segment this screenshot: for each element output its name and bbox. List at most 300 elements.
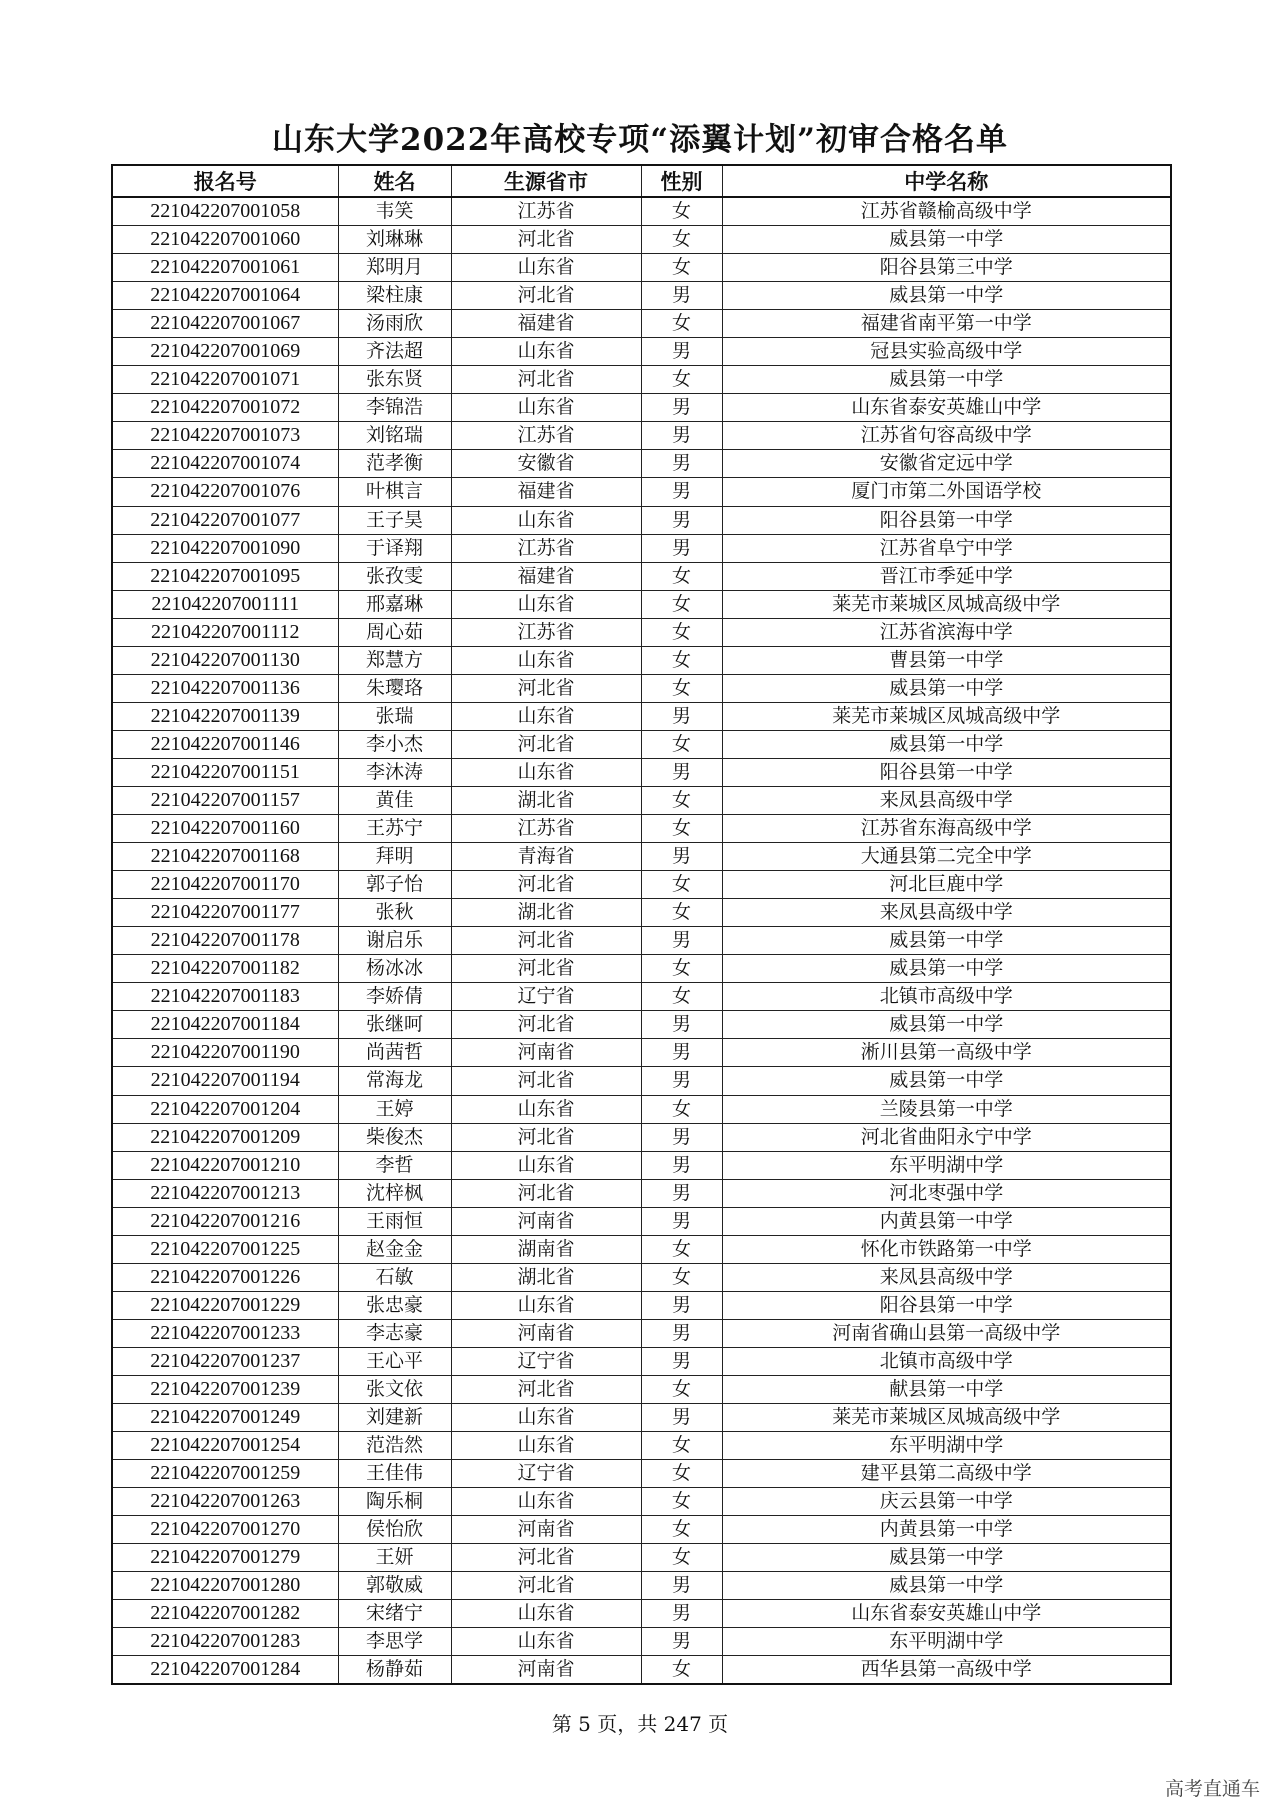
province: 河北省 bbox=[451, 282, 641, 310]
registration-number: 221042207001282 bbox=[112, 1600, 338, 1628]
gender: 女 bbox=[641, 871, 722, 899]
registration-number: 221042207001225 bbox=[112, 1235, 338, 1263]
table-row bbox=[112, 282, 1171, 310]
gender: 男 bbox=[641, 1011, 722, 1039]
gender: 女 bbox=[641, 254, 722, 282]
registration-number: 221042207001076 bbox=[112, 478, 338, 506]
school-name: 怀化市铁路第一中学 bbox=[722, 1235, 1171, 1263]
province: 江苏省 bbox=[451, 815, 641, 843]
gender: 女 bbox=[641, 1432, 722, 1460]
province: 辽宁省 bbox=[451, 1347, 641, 1375]
province: 山东省 bbox=[451, 1151, 641, 1179]
registration-number: 221042207001216 bbox=[112, 1207, 338, 1235]
gender: 男 bbox=[641, 506, 722, 534]
school-name: 江苏省句容高级中学 bbox=[722, 422, 1171, 450]
province: 河北省 bbox=[451, 1544, 641, 1572]
province: 湖北省 bbox=[451, 786, 641, 814]
registration-number: 221042207001058 bbox=[112, 197, 338, 226]
school-name: 威县第一中学 bbox=[722, 955, 1171, 983]
gender: 男 bbox=[641, 1628, 722, 1656]
student-name: 杨静茹 bbox=[338, 1656, 451, 1685]
table-row bbox=[112, 197, 1171, 226]
table-row bbox=[112, 590, 1171, 618]
gender: 女 bbox=[641, 1488, 722, 1516]
gender: 女 bbox=[641, 366, 722, 394]
table-row bbox=[112, 1628, 1171, 1656]
table-row bbox=[112, 1488, 1171, 1516]
registration-number: 221042207001279 bbox=[112, 1544, 338, 1572]
registration-number: 221042207001112 bbox=[112, 618, 338, 646]
student-name: 王雨恒 bbox=[338, 1207, 451, 1235]
student-name: 李娇倩 bbox=[338, 983, 451, 1011]
registration-number: 221042207001168 bbox=[112, 843, 338, 871]
school-name: 北镇市高级中学 bbox=[722, 1347, 1171, 1375]
registration-number: 221042207001177 bbox=[112, 899, 338, 927]
gender: 男 bbox=[641, 1067, 722, 1095]
student-name: 邢嘉琳 bbox=[338, 590, 451, 618]
student-name: 朱璎珞 bbox=[338, 674, 451, 702]
school-name: 威县第一中学 bbox=[722, 1011, 1171, 1039]
gender: 女 bbox=[641, 618, 722, 646]
table-row bbox=[112, 562, 1171, 590]
province: 福建省 bbox=[451, 478, 641, 506]
student-name: 宋绪宁 bbox=[338, 1600, 451, 1628]
registration-number: 221042207001157 bbox=[112, 786, 338, 814]
header-school: 中学名称 bbox=[722, 165, 1171, 197]
table-row bbox=[112, 1067, 1171, 1095]
province: 河北省 bbox=[451, 871, 641, 899]
gender: 男 bbox=[641, 1123, 722, 1151]
table-row bbox=[112, 1207, 1171, 1235]
table-row bbox=[112, 506, 1171, 534]
student-name: 张瑞 bbox=[338, 702, 451, 730]
table-row bbox=[112, 394, 1171, 422]
province: 河北省 bbox=[451, 1067, 641, 1095]
table-row bbox=[112, 366, 1171, 394]
gender: 女 bbox=[641, 1095, 722, 1123]
school-name: 建平县第二高级中学 bbox=[722, 1460, 1171, 1488]
gender: 男 bbox=[641, 1404, 722, 1432]
school-name: 来凤县高级中学 bbox=[722, 786, 1171, 814]
province: 河南省 bbox=[451, 1207, 641, 1235]
province: 山东省 bbox=[451, 1291, 641, 1319]
province: 湖南省 bbox=[451, 1235, 641, 1263]
table-row bbox=[112, 226, 1171, 254]
table-row bbox=[112, 786, 1171, 814]
gender: 女 bbox=[641, 562, 722, 590]
student-name: 张东贤 bbox=[338, 366, 451, 394]
school-name: 山东省泰安英雄山中学 bbox=[722, 394, 1171, 422]
school-name: 河北省曲阳永宁中学 bbox=[722, 1123, 1171, 1151]
school-name: 东平明湖中学 bbox=[722, 1151, 1171, 1179]
student-name: 范浩然 bbox=[338, 1432, 451, 1460]
registration-number: 221042207001072 bbox=[112, 394, 338, 422]
student-name: 刘建新 bbox=[338, 1404, 451, 1432]
table-row bbox=[112, 758, 1171, 786]
school-name: 冠县实验高级中学 bbox=[722, 338, 1171, 366]
gender: 女 bbox=[641, 226, 722, 254]
registration-number: 221042207001146 bbox=[112, 730, 338, 758]
registration-number: 221042207001067 bbox=[112, 310, 338, 338]
province: 辽宁省 bbox=[451, 983, 641, 1011]
province: 山东省 bbox=[451, 702, 641, 730]
gender: 女 bbox=[641, 1375, 722, 1403]
gender: 男 bbox=[641, 702, 722, 730]
province: 河北省 bbox=[451, 1123, 641, 1151]
school-name: 安徽省定远中学 bbox=[722, 450, 1171, 478]
table-row bbox=[112, 1263, 1171, 1291]
student-name: 石敏 bbox=[338, 1263, 451, 1291]
registration-number: 221042207001095 bbox=[112, 562, 338, 590]
student-name: 王佳伟 bbox=[338, 1460, 451, 1488]
province: 山东省 bbox=[451, 1095, 641, 1123]
registration-number: 221042207001184 bbox=[112, 1011, 338, 1039]
school-name: 西华县第一高级中学 bbox=[722, 1656, 1171, 1685]
registration-number: 221042207001226 bbox=[112, 1263, 338, 1291]
registration-number: 221042207001178 bbox=[112, 927, 338, 955]
gender: 女 bbox=[641, 1516, 722, 1544]
gender: 男 bbox=[641, 843, 722, 871]
province: 河北省 bbox=[451, 674, 641, 702]
table-row bbox=[112, 1404, 1171, 1432]
school-name: 威县第一中学 bbox=[722, 1572, 1171, 1600]
province: 河北省 bbox=[451, 1011, 641, 1039]
province: 河北省 bbox=[451, 730, 641, 758]
registration-number: 221042207001270 bbox=[112, 1516, 338, 1544]
province: 江苏省 bbox=[451, 197, 641, 226]
registration-number: 221042207001069 bbox=[112, 338, 338, 366]
province: 山东省 bbox=[451, 1628, 641, 1656]
table-row bbox=[112, 1432, 1171, 1460]
student-name: 李志豪 bbox=[338, 1319, 451, 1347]
table-row bbox=[112, 1235, 1171, 1263]
table-row bbox=[112, 927, 1171, 955]
school-name: 河北巨鹿中学 bbox=[722, 871, 1171, 899]
school-name: 庆云县第一中学 bbox=[722, 1488, 1171, 1516]
student-name: 王苏宁 bbox=[338, 815, 451, 843]
registration-number: 221042207001064 bbox=[112, 282, 338, 310]
registration-number: 221042207001061 bbox=[112, 254, 338, 282]
table-row bbox=[112, 618, 1171, 646]
school-name: 威县第一中学 bbox=[722, 1544, 1171, 1572]
student-name: 于译翔 bbox=[338, 534, 451, 562]
table-row bbox=[112, 871, 1171, 899]
registration-number: 221042207001074 bbox=[112, 450, 338, 478]
registration-number: 221042207001254 bbox=[112, 1432, 338, 1460]
gender: 男 bbox=[641, 1572, 722, 1600]
table-header-row bbox=[112, 165, 1171, 197]
province: 山东省 bbox=[451, 758, 641, 786]
registration-number: 221042207001111 bbox=[112, 590, 338, 618]
gender: 男 bbox=[641, 450, 722, 478]
gender: 女 bbox=[641, 1263, 722, 1291]
student-name: 汤雨欣 bbox=[338, 310, 451, 338]
province: 山东省 bbox=[451, 590, 641, 618]
student-name: 郑慧方 bbox=[338, 646, 451, 674]
school-name: 威县第一中学 bbox=[722, 730, 1171, 758]
registration-number: 221042207001284 bbox=[112, 1656, 338, 1685]
student-name: 王婷 bbox=[338, 1095, 451, 1123]
province: 青海省 bbox=[451, 843, 641, 871]
table-row bbox=[112, 702, 1171, 730]
gender: 男 bbox=[641, 1319, 722, 1347]
province: 河北省 bbox=[451, 1179, 641, 1207]
gender: 女 bbox=[641, 730, 722, 758]
province: 湖北省 bbox=[451, 1263, 641, 1291]
school-name: 威县第一中学 bbox=[722, 226, 1171, 254]
registration-number: 221042207001060 bbox=[112, 226, 338, 254]
province: 山东省 bbox=[451, 254, 641, 282]
student-name: 李沐涛 bbox=[338, 758, 451, 786]
student-name: 拜明 bbox=[338, 843, 451, 871]
school-name: 江苏省滨海中学 bbox=[722, 618, 1171, 646]
student-name: 王妍 bbox=[338, 1544, 451, 1572]
student-name: 韦笑 bbox=[338, 197, 451, 226]
gender: 男 bbox=[641, 394, 722, 422]
province: 福建省 bbox=[451, 310, 641, 338]
table-row bbox=[112, 899, 1171, 927]
gender: 男 bbox=[641, 1207, 722, 1235]
school-name: 晋江市季延中学 bbox=[722, 562, 1171, 590]
student-name: 黄佳 bbox=[338, 786, 451, 814]
gender: 男 bbox=[641, 478, 722, 506]
school-name: 厦门市第二外国语学校 bbox=[722, 478, 1171, 506]
student-name: 叶棋言 bbox=[338, 478, 451, 506]
registration-number: 221042207001170 bbox=[112, 871, 338, 899]
school-name: 北镇市高级中学 bbox=[722, 983, 1171, 1011]
province: 山东省 bbox=[451, 394, 641, 422]
table-row bbox=[112, 1516, 1171, 1544]
student-name: 张继呵 bbox=[338, 1011, 451, 1039]
province: 湖北省 bbox=[451, 899, 641, 927]
registration-number: 221042207001213 bbox=[112, 1179, 338, 1207]
table-row bbox=[112, 254, 1171, 282]
registration-number: 221042207001283 bbox=[112, 1628, 338, 1656]
table-row bbox=[112, 1544, 1171, 1572]
registration-number: 221042207001160 bbox=[112, 815, 338, 843]
student-name: 周心茹 bbox=[338, 618, 451, 646]
school-name: 莱芜市莱城区凤城高级中学 bbox=[722, 702, 1171, 730]
student-name: 王子昊 bbox=[338, 506, 451, 534]
gender: 女 bbox=[641, 197, 722, 226]
registration-number: 221042207001182 bbox=[112, 955, 338, 983]
registration-number: 221042207001190 bbox=[112, 1039, 338, 1067]
table-row bbox=[112, 1319, 1171, 1347]
student-name: 张忠豪 bbox=[338, 1291, 451, 1319]
gender: 女 bbox=[641, 955, 722, 983]
gender: 男 bbox=[641, 758, 722, 786]
school-name: 曹县第一中学 bbox=[722, 646, 1171, 674]
gender: 男 bbox=[641, 1151, 722, 1179]
school-name: 内黄县第一中学 bbox=[722, 1207, 1171, 1235]
registration-number: 221042207001071 bbox=[112, 366, 338, 394]
student-name: 李小杰 bbox=[338, 730, 451, 758]
school-name: 江苏省阜宁中学 bbox=[722, 534, 1171, 562]
student-name: 张孜雯 bbox=[338, 562, 451, 590]
registration-number: 221042207001194 bbox=[112, 1067, 338, 1095]
registration-number: 221042207001136 bbox=[112, 674, 338, 702]
gender: 男 bbox=[641, 282, 722, 310]
student-name: 尚茜哲 bbox=[338, 1039, 451, 1067]
gender: 女 bbox=[641, 674, 722, 702]
student-name: 陶乐桐 bbox=[338, 1488, 451, 1516]
table-row bbox=[112, 1011, 1171, 1039]
registration-number: 221042207001239 bbox=[112, 1375, 338, 1403]
school-name: 献县第一中学 bbox=[722, 1375, 1171, 1403]
student-name: 李思学 bbox=[338, 1628, 451, 1656]
province: 河北省 bbox=[451, 1375, 641, 1403]
school-name: 威县第一中学 bbox=[722, 282, 1171, 310]
province: 河南省 bbox=[451, 1656, 641, 1685]
table-row bbox=[112, 983, 1171, 1011]
table-row bbox=[112, 1179, 1171, 1207]
school-name: 莱芜市莱城区凤城高级中学 bbox=[722, 1404, 1171, 1432]
student-name: 郑明月 bbox=[338, 254, 451, 282]
gender: 女 bbox=[641, 646, 722, 674]
school-name: 东平明湖中学 bbox=[722, 1432, 1171, 1460]
province: 河北省 bbox=[451, 366, 641, 394]
gender: 男 bbox=[641, 1600, 722, 1628]
table-row bbox=[112, 730, 1171, 758]
student-name: 谢启乐 bbox=[338, 927, 451, 955]
gender: 男 bbox=[641, 927, 722, 955]
gender: 女 bbox=[641, 815, 722, 843]
province: 山东省 bbox=[451, 1404, 641, 1432]
registration-number: 221042207001073 bbox=[112, 422, 338, 450]
table-row bbox=[112, 422, 1171, 450]
school-name: 河北枣强中学 bbox=[722, 1179, 1171, 1207]
table-row bbox=[112, 1656, 1171, 1685]
table-row bbox=[112, 1039, 1171, 1067]
province: 河北省 bbox=[451, 927, 641, 955]
province: 安徽省 bbox=[451, 450, 641, 478]
table-row bbox=[112, 338, 1171, 366]
school-name: 威县第一中学 bbox=[722, 1067, 1171, 1095]
province: 江苏省 bbox=[451, 618, 641, 646]
table-row bbox=[112, 450, 1171, 478]
province: 河北省 bbox=[451, 1572, 641, 1600]
student-name: 张文依 bbox=[338, 1375, 451, 1403]
gender: 男 bbox=[641, 1179, 722, 1207]
school-name: 莱芜市莱城区凤城高级中学 bbox=[722, 590, 1171, 618]
gender: 女 bbox=[641, 899, 722, 927]
registration-number: 221042207001249 bbox=[112, 1404, 338, 1432]
registration-number: 221042207001209 bbox=[112, 1123, 338, 1151]
registration-number: 221042207001263 bbox=[112, 1488, 338, 1516]
table-row bbox=[112, 534, 1171, 562]
registration-number: 221042207001151 bbox=[112, 758, 338, 786]
province: 辽宁省 bbox=[451, 1460, 641, 1488]
student-name: 刘铭瑞 bbox=[338, 422, 451, 450]
student-name: 齐法超 bbox=[338, 338, 451, 366]
gender: 女 bbox=[641, 1460, 722, 1488]
table-row bbox=[112, 674, 1171, 702]
document-title: 山东大学2022年高校专项“添翼计划”初审合格名单 bbox=[272, 122, 1008, 158]
province: 河南省 bbox=[451, 1039, 641, 1067]
table-row bbox=[112, 1123, 1171, 1151]
school-name: 阳谷县第一中学 bbox=[722, 758, 1171, 786]
table-row bbox=[112, 478, 1171, 506]
province: 河北省 bbox=[451, 226, 641, 254]
student-name: 梁柱康 bbox=[338, 282, 451, 310]
gender: 女 bbox=[641, 1235, 722, 1263]
gender: 男 bbox=[641, 422, 722, 450]
school-name: 淅川县第一高级中学 bbox=[722, 1039, 1171, 1067]
registration-number: 221042207001210 bbox=[112, 1151, 338, 1179]
gender: 男 bbox=[641, 1291, 722, 1319]
header-province: 生源省市 bbox=[451, 165, 641, 197]
school-name: 来凤县高级中学 bbox=[722, 899, 1171, 927]
student-name: 范孝衡 bbox=[338, 450, 451, 478]
gender: 女 bbox=[641, 1656, 722, 1685]
table-row bbox=[112, 1291, 1171, 1319]
province: 河南省 bbox=[451, 1319, 641, 1347]
province: 江苏省 bbox=[451, 422, 641, 450]
registration-number: 221042207001204 bbox=[112, 1095, 338, 1123]
table-row bbox=[112, 1572, 1171, 1600]
school-name: 威县第一中学 bbox=[722, 927, 1171, 955]
header-name: 姓名 bbox=[338, 165, 451, 197]
table-row bbox=[112, 1375, 1171, 1403]
student-name: 赵金金 bbox=[338, 1235, 451, 1263]
table-row bbox=[112, 843, 1171, 871]
table-body bbox=[112, 197, 1171, 1684]
school-name: 山东省泰安英雄山中学 bbox=[722, 1600, 1171, 1628]
gender: 女 bbox=[641, 786, 722, 814]
province: 山东省 bbox=[451, 646, 641, 674]
school-name: 江苏省东海高级中学 bbox=[722, 815, 1171, 843]
student-name: 李哲 bbox=[338, 1151, 451, 1179]
school-name: 阳谷县第一中学 bbox=[722, 506, 1171, 534]
table-row bbox=[112, 1347, 1171, 1375]
school-name: 阳谷县第三中学 bbox=[722, 254, 1171, 282]
table-row bbox=[112, 646, 1171, 674]
registration-number: 221042207001229 bbox=[112, 1291, 338, 1319]
student-name: 侯怡欣 bbox=[338, 1516, 451, 1544]
registration-number: 221042207001237 bbox=[112, 1347, 338, 1375]
province: 福建省 bbox=[451, 562, 641, 590]
registration-number: 221042207001139 bbox=[112, 702, 338, 730]
table-row bbox=[112, 310, 1171, 338]
student-name: 郭敬威 bbox=[338, 1572, 451, 1600]
student-name: 王心平 bbox=[338, 1347, 451, 1375]
school-name: 内黄县第一中学 bbox=[722, 1516, 1171, 1544]
table-row bbox=[112, 815, 1171, 843]
gender: 女 bbox=[641, 310, 722, 338]
school-name: 大通县第二完全中学 bbox=[722, 843, 1171, 871]
registration-number: 221042207001183 bbox=[112, 983, 338, 1011]
student-name: 张秋 bbox=[338, 899, 451, 927]
registration-number: 221042207001280 bbox=[112, 1572, 338, 1600]
province: 山东省 bbox=[451, 506, 641, 534]
gender: 女 bbox=[641, 590, 722, 618]
candidate-table bbox=[111, 164, 1172, 1685]
registration-number: 221042207001130 bbox=[112, 646, 338, 674]
student-name: 沈梓枫 bbox=[338, 1179, 451, 1207]
school-name: 威县第一中学 bbox=[722, 674, 1171, 702]
registration-number: 221042207001077 bbox=[112, 506, 338, 534]
province: 河北省 bbox=[451, 955, 641, 983]
gender: 女 bbox=[641, 1544, 722, 1572]
gender: 女 bbox=[641, 983, 722, 1011]
watermark: 高考直通车 bbox=[1164, 1778, 1260, 1800]
student-name: 柴俊杰 bbox=[338, 1123, 451, 1151]
table-row bbox=[112, 1600, 1171, 1628]
table-row bbox=[112, 1095, 1171, 1123]
page-number: 第 5 页，共 247 页 bbox=[551, 1712, 729, 1736]
header-gender: 性别 bbox=[641, 165, 722, 197]
registration-number: 221042207001259 bbox=[112, 1460, 338, 1488]
